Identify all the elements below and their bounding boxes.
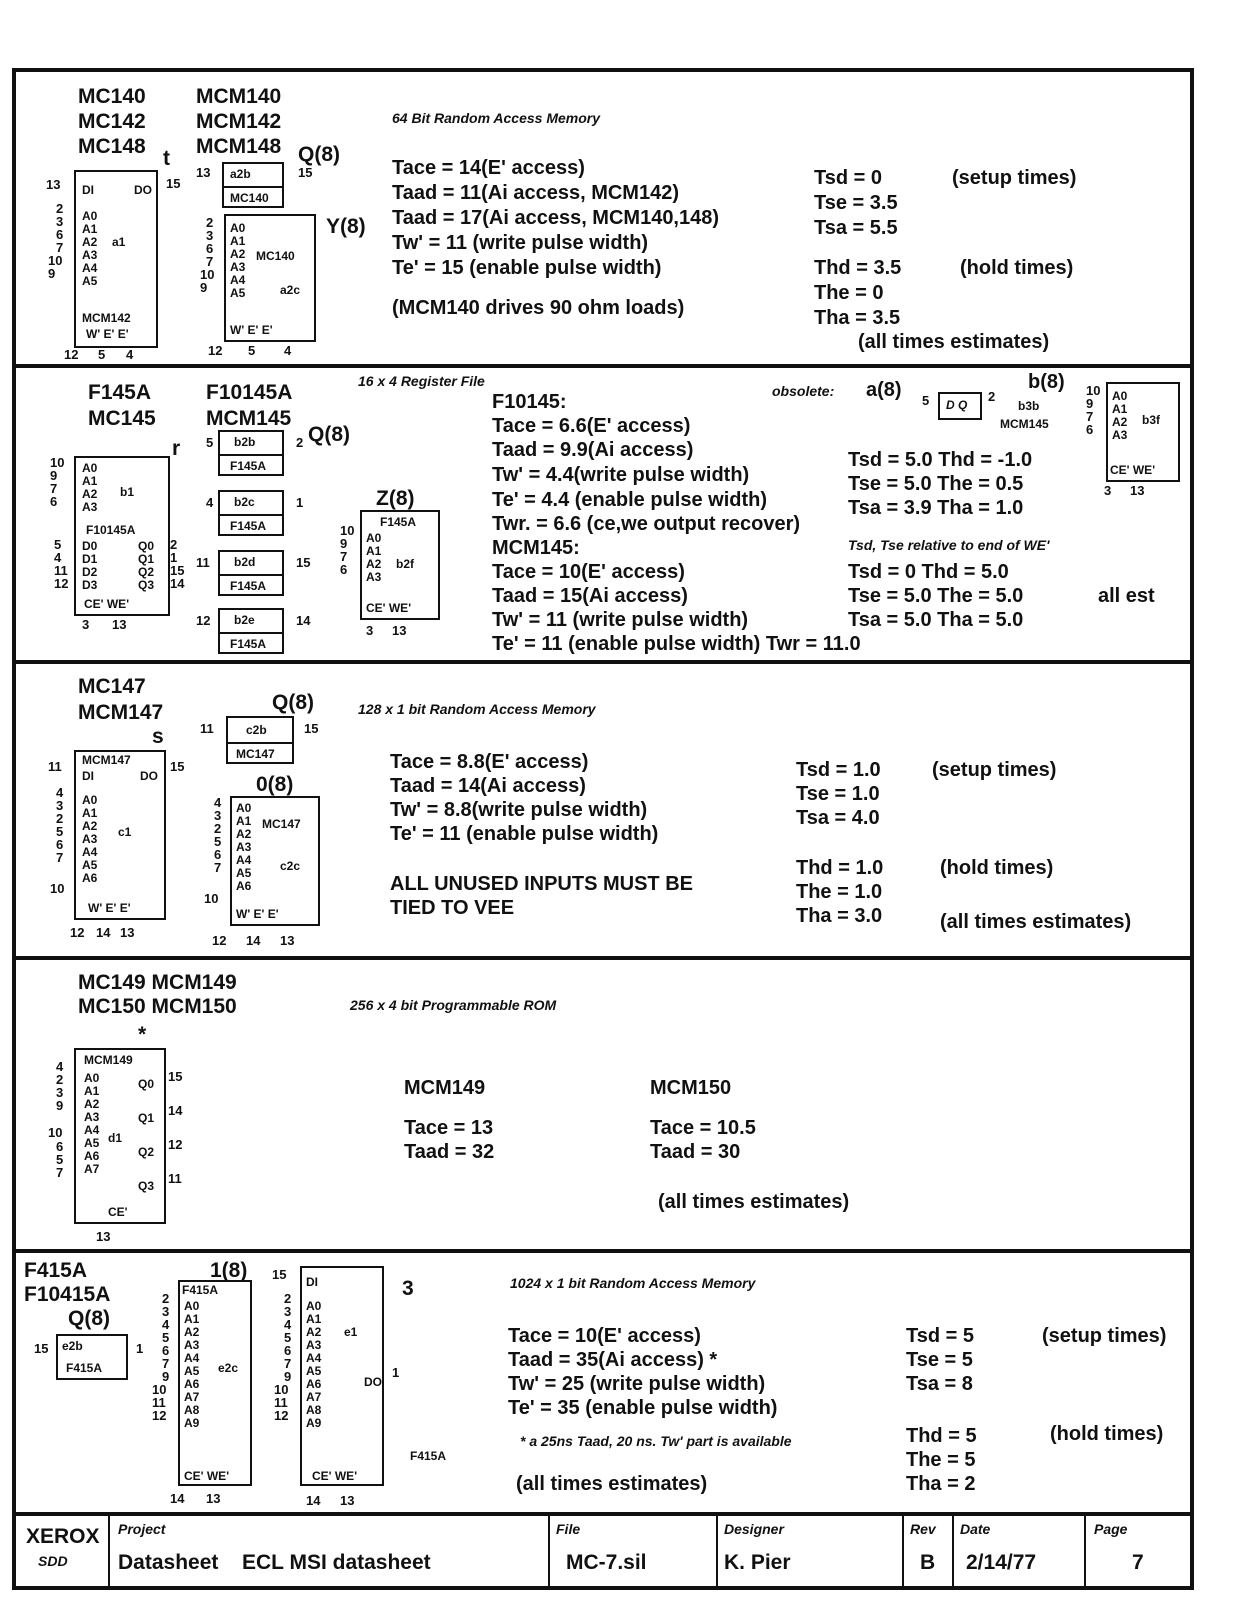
part-name: MC140 (78, 85, 146, 108)
pin-number: 3 (366, 623, 374, 638)
note: ALL UNUSED INPUTS MUST BE (390, 873, 693, 895)
divider (548, 1516, 550, 1586)
part-name: MC149 MCM149 (78, 971, 237, 994)
hold-time: The = 5 (906, 1449, 976, 1471)
signal-label: Z(8) (376, 487, 415, 510)
hold-time: The = 1.0 (796, 881, 883, 903)
chip-name: MC147 (236, 747, 275, 761)
part-name: MCM148 (196, 135, 282, 158)
chip-name: F145A (230, 579, 267, 593)
chip-name: F415A (66, 1361, 103, 1375)
pin-number: 4 (126, 347, 134, 362)
pin-numbers: 2 3 6 7 (206, 215, 214, 269)
section-caption: 1024 x 1 bit Random Access Memory (510, 1275, 756, 1291)
pin-numbers: 10 9 (48, 253, 63, 281)
signal-label: 1(8) (210, 1259, 248, 1282)
pin-number: 14 (306, 1493, 321, 1508)
timing-line: Taad = 9.9(Ai access) (492, 439, 694, 461)
timing-line: Taad = 35(Ai access) * (508, 1349, 718, 1371)
chip-name: MC140 (230, 191, 269, 205)
note: (MCM140 drives 90 ohm loads) (392, 297, 685, 319)
divider (218, 514, 284, 516)
estimate-note: (all times estimates) (658, 1191, 850, 1213)
setup-label: (setup times) (932, 759, 1057, 781)
timing-line: Taad = 15(Ai access) (492, 585, 688, 607)
file-name: MC-7.sil (566, 1551, 647, 1574)
signal-label: Q(8) (308, 423, 350, 446)
part-name: MC145 (88, 407, 156, 430)
signal-label: a(8) (866, 379, 902, 401)
hold-label: (hold times) (940, 857, 1054, 879)
address-pins: A0 A1 A2 A3 (1112, 389, 1128, 442)
chip-tag: b2f (396, 557, 414, 571)
page-letter: 3 (402, 1277, 414, 1300)
chip-name: F145A (230, 459, 267, 473)
divider (222, 186, 284, 188)
pin-numbers: 4 3 2 5 6 7 (56, 785, 64, 865)
timing-line: Taad = 11(Ai access, MCM142) (392, 182, 679, 204)
footnote: * a 25ns Taad, 20 ns. Tw' part is available (520, 1433, 792, 1449)
pin-numbers: 2 1 15 14 (170, 537, 185, 591)
chip-name: MCM142 (82, 311, 131, 325)
estimate-note: (all times estimates) (940, 911, 1132, 933)
timing-line: Taad = 32 (404, 1141, 495, 1163)
setup-time: Tse = 3.5 (814, 192, 898, 214)
address-pins: A0 A1 A2 A3 A4 A5 A6 A7 A8 A9 (306, 1299, 322, 1430)
timing-line: Tw' = 4.4(write pulse width) (492, 464, 750, 486)
pin-number: 11 (48, 759, 62, 774)
setup-time: Tsa = 8 (906, 1373, 973, 1395)
chip-tag: e2b (62, 1339, 83, 1353)
timing-line: Te' = 15 (enable pulse width) (392, 257, 662, 279)
pin-label: W' E' E' (230, 323, 273, 337)
pin-label: CE' WE' (1110, 463, 1156, 477)
pin-label: DO (134, 183, 152, 197)
chip-name: F415A (410, 1449, 447, 1463)
pin-label: CE' WE' (366, 601, 412, 615)
subheading: F10145: (492, 391, 567, 413)
pin-numbers: 4 3 2 5 6 7 (214, 795, 222, 875)
section-divider (12, 956, 1194, 960)
part-name: MC148 (78, 135, 146, 158)
pin-number: 5 (922, 393, 930, 408)
pin-number: 12 (168, 1137, 183, 1152)
signal-label: Q(8) (298, 143, 340, 166)
pin-number: 11 (196, 555, 210, 570)
company-name: XEROX (26, 1525, 100, 1548)
pin-label: W' E' E' (236, 907, 279, 921)
hold-label: (hold times) (1050, 1423, 1164, 1445)
timing-line: Tace = 13 (404, 1117, 494, 1139)
chip-tag: c1 (118, 825, 132, 839)
part-name: F10415A (24, 1283, 111, 1306)
timing-line: Twr. = 6.6 (ce,we output recover) (492, 513, 801, 535)
pin-label: Q0 (138, 1077, 155, 1091)
pin-number: 15 (170, 759, 185, 774)
pin-number: 10 (48, 1125, 63, 1140)
pin-numbers: 5 4 11 12 (54, 537, 69, 591)
pin-number: 11 (200, 721, 214, 736)
setup-label: (setup times) (952, 167, 1077, 189)
pin-numbers: 10 9 7 6 (50, 455, 65, 509)
chip-tag: b2e (234, 613, 255, 627)
section-caption: 16 x 4 Register File (358, 373, 485, 389)
setup-time: Tsd = 5 (906, 1325, 974, 1347)
part-name: MC150 MCM150 (78, 995, 237, 1018)
timing-line: Tw' = 11 (write pulse width) (492, 609, 749, 631)
part-name: MCM140 (196, 85, 282, 108)
department: SDD (38, 1553, 68, 1569)
timing-line: Te' = 4.4 (enable pulse width) (492, 489, 767, 511)
pin-label: CE' (108, 1205, 128, 1219)
pin-numbers: 10 9 7 6 (1086, 383, 1101, 437)
pin-label: DO (364, 1375, 382, 1389)
pin-number: 5 (206, 435, 214, 450)
page-letter: t (163, 147, 170, 170)
estimate-note: all est (1098, 585, 1155, 607)
subheading: MCM145: (492, 537, 580, 559)
chip-tag: c2c (280, 859, 301, 873)
section-caption: 256 x 4 bit Programmable ROM (350, 997, 557, 1013)
timing-line: Tace = 10(E' access) (508, 1325, 701, 1347)
timing-line: Tsd = 5.0 Thd = -1.0 (848, 449, 1033, 471)
pin-numbers: 10 9 (200, 267, 215, 295)
timing-line: Tsa = 5.0 Tha = 5.0 (848, 609, 1024, 631)
page-letter: s (152, 725, 164, 748)
divider (902, 1516, 904, 1586)
chip-name: F10145A (86, 523, 136, 537)
chip-name: MC147 (262, 817, 301, 831)
output-pins: Q0 Q1 Q2 Q3 (138, 539, 155, 592)
chip-tag: a2b (230, 167, 251, 181)
timing-line: Taad = 17(Ai access, MCM140,148) (392, 207, 720, 229)
date: 2/14/77 (966, 1551, 1037, 1574)
chip-tag: b3f (1142, 413, 1160, 427)
chip-name: MC140 (256, 249, 295, 263)
pin-label: D Q (946, 398, 968, 412)
chip-tag: b1 (120, 485, 135, 499)
pin-number: 11 (168, 1171, 182, 1186)
pin-number: 15 (166, 176, 181, 191)
chip-tag: b3b (1018, 399, 1040, 413)
pin-number: 1 (296, 495, 304, 510)
pin-number: 13 (1130, 483, 1145, 498)
pin-label: DI (306, 1275, 318, 1289)
pin-number: 14 (168, 1103, 183, 1118)
timing-line: Tace = 6.6(E' access) (492, 415, 691, 437)
note: TIED TO VEE (390, 897, 515, 919)
document-title: ECL MSI datasheet (242, 1551, 431, 1574)
signal-label: b(8) (1028, 371, 1065, 393)
timing-line: Te' = 11 (enable pulse width) Twr = 11.0 (492, 633, 861, 655)
divider (218, 574, 284, 576)
chip-tag: a1 (112, 235, 126, 249)
pin-label: CE' WE' (312, 1469, 358, 1483)
divider (716, 1516, 718, 1586)
column-title: MCM150 (650, 1077, 732, 1099)
part-name: F415A (24, 1259, 88, 1282)
pin-number: 5 (248, 343, 256, 358)
divider (108, 1516, 110, 1586)
section-caption: 128 x 1 bit Random Access Memory (358, 701, 596, 717)
chip-name: F145A (380, 515, 417, 529)
pin-number: 13 (96, 1229, 111, 1244)
section-divider (12, 364, 1194, 368)
pin-number: 12 (212, 933, 227, 948)
timing-line: Tace = 8.8(E' access) (390, 751, 589, 773)
pin-number: 13 (392, 623, 407, 638)
pin-number: 1 (136, 1341, 144, 1356)
timing-line: Tsd = 0 Thd = 5.0 (848, 561, 1009, 583)
timing-line: Taad = 30 (650, 1141, 741, 1163)
setup-time: Tsd = 1.0 (796, 759, 881, 781)
field-label: Date (960, 1521, 991, 1537)
chip-name: MCM145 (1000, 417, 1049, 431)
section-divider (12, 1512, 1194, 1516)
signal-label: Q(8) (68, 1307, 110, 1330)
address-pins: A0 A1 A2 A3 A4 A5 A6 (236, 801, 252, 893)
pin-number: 10 (50, 881, 65, 896)
setup-label: (setup times) (1042, 1325, 1167, 1347)
hold-time: Thd = 3.5 (814, 257, 902, 279)
pin-number: 15 (304, 721, 319, 736)
pin-number: 12 (196, 613, 211, 628)
obsolete-label: obsolete: (772, 383, 835, 399)
hold-time: Thd = 1.0 (796, 857, 884, 879)
field-label: File (556, 1521, 581, 1537)
section-divider (12, 1249, 1194, 1253)
pin-label: CE' WE' (84, 597, 130, 611)
pin-numbers: 2 3 6 7 (56, 201, 64, 255)
signal-label: Q(8) (272, 691, 314, 714)
pin-number: 13 (196, 165, 211, 180)
pin-number: 2 (296, 435, 304, 450)
pin-label: DO (140, 769, 158, 783)
pin-number: 14 (246, 933, 261, 948)
chip-tag: e2c (218, 1361, 239, 1375)
pin-numbers: 13 (46, 177, 61, 192)
timing-line: Tace = 10(E' access) (492, 561, 685, 583)
pin-number: 4 (206, 495, 214, 510)
marker: * (138, 1023, 147, 1046)
pin-number: 13 (280, 933, 295, 948)
pin-number: 15 (168, 1069, 183, 1084)
address-pins: A0 A1 A2 A3 A4 A5 A6 (82, 793, 98, 885)
hold-time: Thd = 5 (906, 1425, 977, 1447)
chip-name: MCM147 (82, 753, 131, 767)
pin-number: 13 (206, 1491, 221, 1506)
setup-time: Tsa = 4.0 (796, 807, 880, 829)
part-name: MC142 (78, 110, 146, 133)
part-name: MC147 (78, 675, 146, 698)
section-caption: 64 Bit Random Access Memory (392, 110, 600, 126)
pin-label: DI (82, 769, 94, 783)
revision: B (920, 1551, 936, 1574)
divider (952, 1516, 954, 1586)
hold-time: The = 0 (814, 282, 884, 304)
hold-label: (hold times) (960, 257, 1074, 279)
estimate-note: (all times estimates) (516, 1473, 708, 1495)
address-pins: A0 A1 A2 A3 A4 A5 A6 A7 (84, 1071, 100, 1176)
timing-line: Tw' = 11 (write pulse width) (392, 232, 649, 254)
pin-number: 15 (298, 165, 313, 180)
pin-number: 10 (204, 891, 219, 906)
part-name: F10145A (206, 381, 293, 404)
divider (226, 742, 294, 744)
pin-numbers: 10 9 7 6 (340, 523, 355, 577)
pin-number: 14 (296, 613, 311, 628)
address-pins: A0 A1 A2 A3 A4 A5 A6 A7 A8 A9 (184, 1299, 200, 1430)
pin-numbers: 2 3 4 5 6 7 9 (162, 1291, 170, 1384)
address-pins: A0 A1 A2 A3 A4 A5 (230, 221, 246, 300)
pin-label: DI (82, 183, 94, 197)
timing-line: Tse = 5.0 The = 0.5 (848, 473, 1024, 495)
pin-label: Q1 (138, 1111, 155, 1125)
hold-time: Tha = 2 (906, 1473, 976, 1495)
pin-label: CE' WE' (184, 1469, 230, 1483)
address-pins: A0 A1 A2 A3 (366, 531, 382, 584)
signal-label: Y(8) (326, 215, 366, 238)
address-pins: A0 A1 A2 A3 A4 A5 (82, 209, 98, 288)
address-pins: A0 A1 A2 A3 (82, 461, 98, 514)
pin-number: 4 (284, 343, 292, 358)
chip-tag: b2d (234, 555, 256, 569)
pin-numbers: 6 5 7 (56, 1139, 64, 1180)
divider (218, 454, 284, 456)
setup-time: Tse = 1.0 (796, 783, 880, 805)
page-number: 7 (1132, 1551, 1144, 1574)
pin-number: 3 (1104, 483, 1112, 498)
pin-number: 15 (272, 1267, 287, 1282)
setup-time: Tsd = 0 (814, 167, 882, 189)
hold-time: Tha = 3.0 (796, 905, 883, 927)
divider (1084, 1516, 1086, 1586)
chip-name: F145A (230, 637, 267, 651)
chip-tag: b2b (234, 435, 256, 449)
pin-number: 5 (98, 347, 106, 362)
pin-number: 15 (34, 1341, 49, 1356)
field-label: Page (1094, 1521, 1128, 1537)
part-name: MCM142 (196, 110, 282, 133)
pin-number: 2 (988, 389, 996, 404)
pin-numbers: 10 11 12 (274, 1382, 289, 1423)
chip-tag: e1 (344, 1325, 358, 1339)
chip-tag: b2c (234, 495, 255, 509)
timing-line: Tace = 14(E' access) (392, 157, 585, 179)
estimate-note: (all times estimates) (858, 331, 1050, 353)
timing-line: Tsa = 3.9 Tha = 1.0 (848, 497, 1024, 519)
note: Tsd, Tse relative to end of WE' (848, 537, 1050, 553)
section-divider (12, 660, 1194, 664)
timing-line: Tw' = 8.8(write pulse width) (390, 799, 648, 821)
field-label: Project (118, 1521, 166, 1537)
pin-number: 13 (340, 1493, 355, 1508)
pin-number: 13 (120, 925, 135, 940)
data-pins: D0 D1 D2 D3 (82, 539, 98, 592)
pin-numbers: 4 2 3 9 (56, 1059, 64, 1113)
part-name: F145A (88, 381, 152, 404)
divider (218, 632, 284, 634)
chip-name: MCM149 (84, 1053, 133, 1067)
part-name: MCM147 (78, 701, 164, 724)
pin-label: Q3 (138, 1179, 155, 1193)
pin-number: 13 (112, 617, 127, 632)
project-name: Datasheet (118, 1551, 219, 1574)
setup-time: Tsa = 5.5 (814, 217, 898, 239)
chip-name: F415A (182, 1283, 219, 1297)
pin-number: 14 (170, 1491, 185, 1506)
field-label: Designer (724, 1521, 784, 1537)
page-letter: r (172, 437, 181, 460)
chip-tag: c2b (246, 723, 267, 737)
timing-line: Tse = 5.0 The = 5.0 (848, 585, 1024, 607)
signal-label: 0(8) (256, 773, 294, 796)
pin-label: W' E' E' (88, 901, 131, 915)
pin-number: 12 (64, 347, 79, 362)
designer-name: K. Pier (724, 1551, 791, 1574)
timing-line: Taad = 14(Ai access) (390, 775, 586, 797)
pin-label: W' E' E' (86, 327, 129, 341)
timing-line: Tace = 10.5 (650, 1117, 756, 1139)
pin-numbers: 10 11 12 (152, 1382, 167, 1423)
pin-number: 1 (392, 1365, 400, 1380)
pin-label: Q2 (138, 1145, 155, 1159)
pin-number: 15 (296, 555, 311, 570)
timing-line: Tw' = 25 (write pulse width) (508, 1373, 766, 1395)
pin-number: 12 (70, 925, 85, 940)
setup-time: Tse = 5 (906, 1349, 973, 1371)
timing-line: Te' = 11 (enable pulse width) (390, 823, 659, 845)
chip-tag: a2c (280, 283, 301, 297)
column-title: MCM149 (404, 1077, 486, 1099)
pin-number: 3 (82, 617, 90, 632)
hold-time: Tha = 3.5 (814, 307, 901, 329)
chip-tag: d1 (108, 1131, 123, 1145)
pin-number: 12 (208, 343, 223, 358)
field-label: Rev (910, 1521, 936, 1537)
pin-numbers: 2 3 4 5 6 7 9 (284, 1291, 292, 1384)
timing-line: Te' = 35 (enable pulse width) (508, 1397, 778, 1419)
part-name: MCM145 (206, 407, 292, 430)
chip-name: F145A (230, 519, 267, 533)
pin-number: 14 (96, 925, 111, 940)
